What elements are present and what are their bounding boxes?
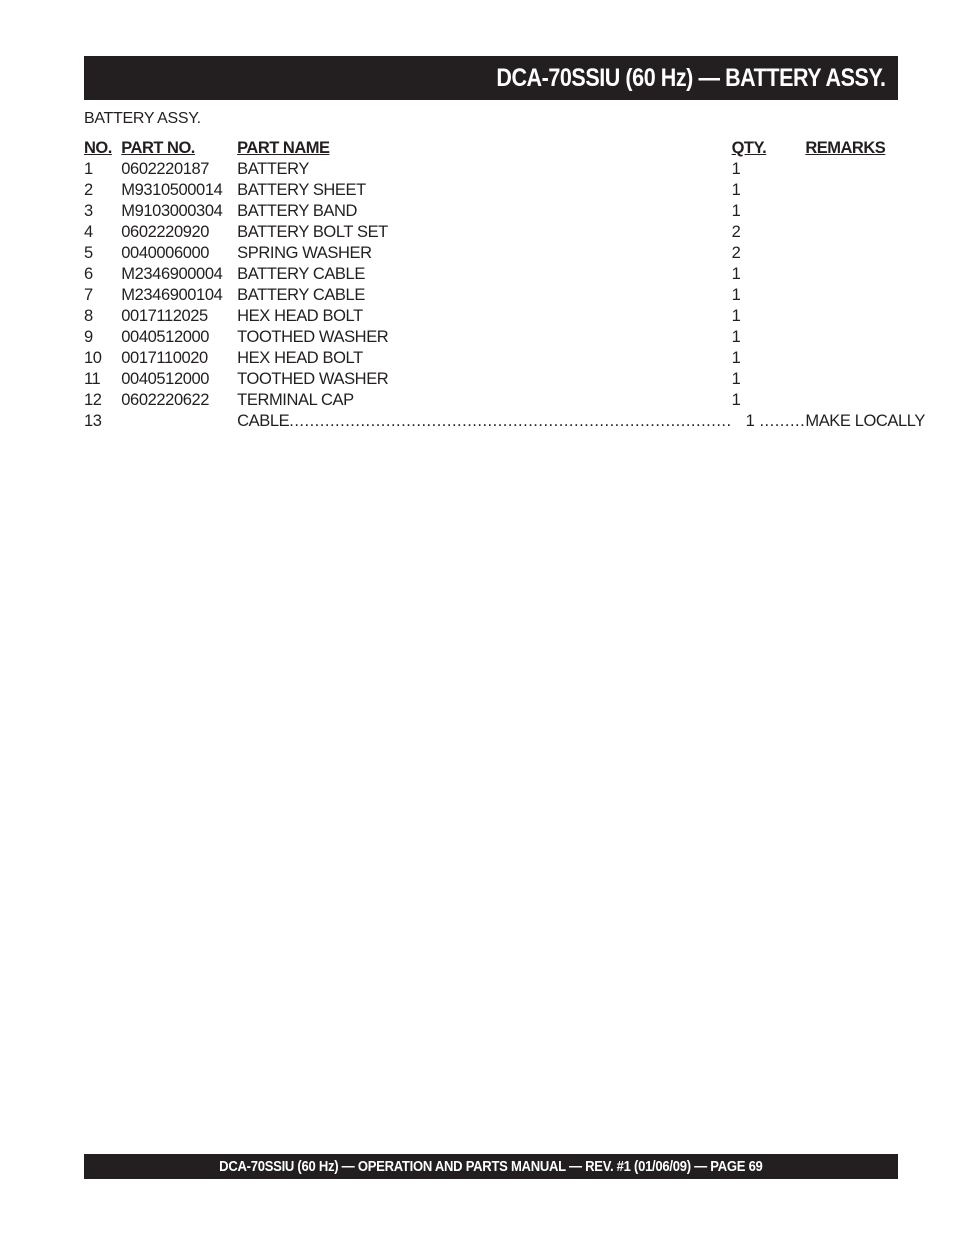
row-qty: 1 (731, 265, 741, 283)
row-part-name: TERMINAL CAP (237, 391, 354, 409)
row-remarks (805, 159, 954, 180)
row-part-no: M9310500014 (121, 181, 223, 199)
row-part-no: 0602220920 (121, 223, 210, 241)
row-part-no: 0602220187 (121, 160, 210, 178)
table-row (84, 327, 954, 348)
table-row (84, 411, 954, 432)
row-part-name: BATTERY CABLE (237, 286, 365, 304)
row-no: 11 (84, 370, 101, 388)
column-header-part-name: PART NAME (237, 139, 330, 157)
table-row (84, 306, 954, 327)
row-no: 4 (84, 223, 93, 241)
row-qty: 1 (731, 202, 741, 220)
row-no: 6 (84, 265, 93, 283)
column-header-remarks: REMARKS (805, 139, 886, 157)
row-remarks (805, 348, 954, 369)
row-remarks (805, 264, 954, 285)
column-header-no: NO. (84, 139, 112, 157)
row-remarks (805, 327, 954, 348)
row-part-name: BATTERY BAND (237, 202, 358, 220)
row-part-no: 0602220622 (121, 391, 210, 409)
row-part-no: 0040006000 (121, 244, 210, 262)
row-qty: 1 (745, 412, 755, 430)
row-remarks (805, 180, 954, 201)
row-part-name: BATTERY BOLT SET (237, 223, 388, 241)
table-row (84, 243, 954, 264)
row-part-name-cell (237, 411, 731, 432)
row-qty: 1 (731, 328, 741, 346)
row-qty: 1 (731, 160, 741, 178)
row-qty: 1 (731, 181, 741, 199)
column-header-part-no: PART NO. (121, 139, 195, 157)
page-footer-text: DCA-70SSIU (60 Hz) — OPERATION AND PARTS MANUAL — REV. #1 (01/06/09) — PAGE 69 (219, 1158, 763, 1175)
row-part-name: TOOTHED WASHER (237, 370, 389, 388)
row-qty: 1 (731, 286, 741, 304)
row-remarks: MAKE LOCALLY (805, 412, 925, 430)
row-no: 12 (84, 391, 102, 409)
page-header-bar (84, 56, 898, 100)
page-footer-bar (84, 1154, 898, 1179)
row-part-no: 0017112025 (121, 307, 208, 325)
row-part-no (121, 411, 237, 432)
table-row (84, 390, 954, 411)
row-remarks (805, 369, 954, 390)
row-remarks (805, 306, 954, 327)
table-header-row (84, 138, 954, 159)
row-qty: 2 (731, 244, 741, 262)
table-row (84, 264, 954, 285)
page-title: DCA-70SSIU (60 Hz) — BATTERY ASSY. (496, 63, 886, 92)
row-part-no: M2346900004 (121, 265, 223, 283)
row-part-name: BATTERY CABLE (237, 265, 365, 283)
row-part-no: 0040512000 (121, 370, 210, 388)
row-qty-cell (732, 411, 806, 432)
table-row (84, 285, 954, 306)
row-no: 3 (84, 202, 93, 220)
row-remarks (805, 285, 954, 306)
row-remarks (805, 222, 954, 243)
dot-leader: ......... (754, 412, 806, 430)
row-no: 1 (84, 160, 93, 178)
row-no: 10 (84, 349, 102, 367)
row-no: 13 (84, 412, 102, 430)
dot-leader: ....................................................................................... (289, 412, 732, 430)
row-remarks (805, 390, 954, 411)
table-row (84, 369, 954, 390)
row-part-no: M2346900104 (121, 286, 223, 304)
row-part-name: HEX HEAD BOLT (237, 349, 363, 367)
table-row (84, 201, 954, 222)
row-part-name: BATTERY SHEET (237, 181, 366, 199)
row-part-name-with-leader (237, 411, 731, 432)
row-no: 8 (84, 307, 93, 325)
row-part-no: 0017110020 (121, 349, 208, 367)
row-no: 7 (84, 286, 93, 304)
row-part-name: TOOTHED WASHER (237, 328, 389, 346)
row-qty: 1 (731, 349, 741, 367)
row-no: 5 (84, 244, 93, 262)
row-remarks (805, 243, 954, 264)
table-row (84, 159, 954, 180)
row-no: 9 (84, 328, 93, 346)
column-header-qty: QTY. (731, 139, 767, 157)
row-no: 2 (84, 181, 93, 199)
row-qty: 1 (731, 307, 741, 325)
row-part-name: BATTERY (237, 160, 309, 178)
section-label: BATTERY ASSY. (84, 110, 201, 127)
row-qty: 2 (731, 223, 741, 241)
parts-table (84, 138, 954, 432)
table-row (84, 180, 954, 201)
row-part-name: HEX HEAD BOLT (237, 307, 363, 325)
row-part-name: CABLE (237, 412, 290, 430)
row-part-name: SPRING WASHER (237, 244, 372, 262)
row-qty: 1 (731, 370, 741, 388)
row-part-no: 0040512000 (121, 328, 210, 346)
table-row (84, 222, 954, 243)
row-qty: 1 (731, 391, 741, 409)
row-part-no: M9103000304 (121, 202, 223, 220)
row-remarks (805, 201, 954, 222)
table-row (84, 348, 954, 369)
